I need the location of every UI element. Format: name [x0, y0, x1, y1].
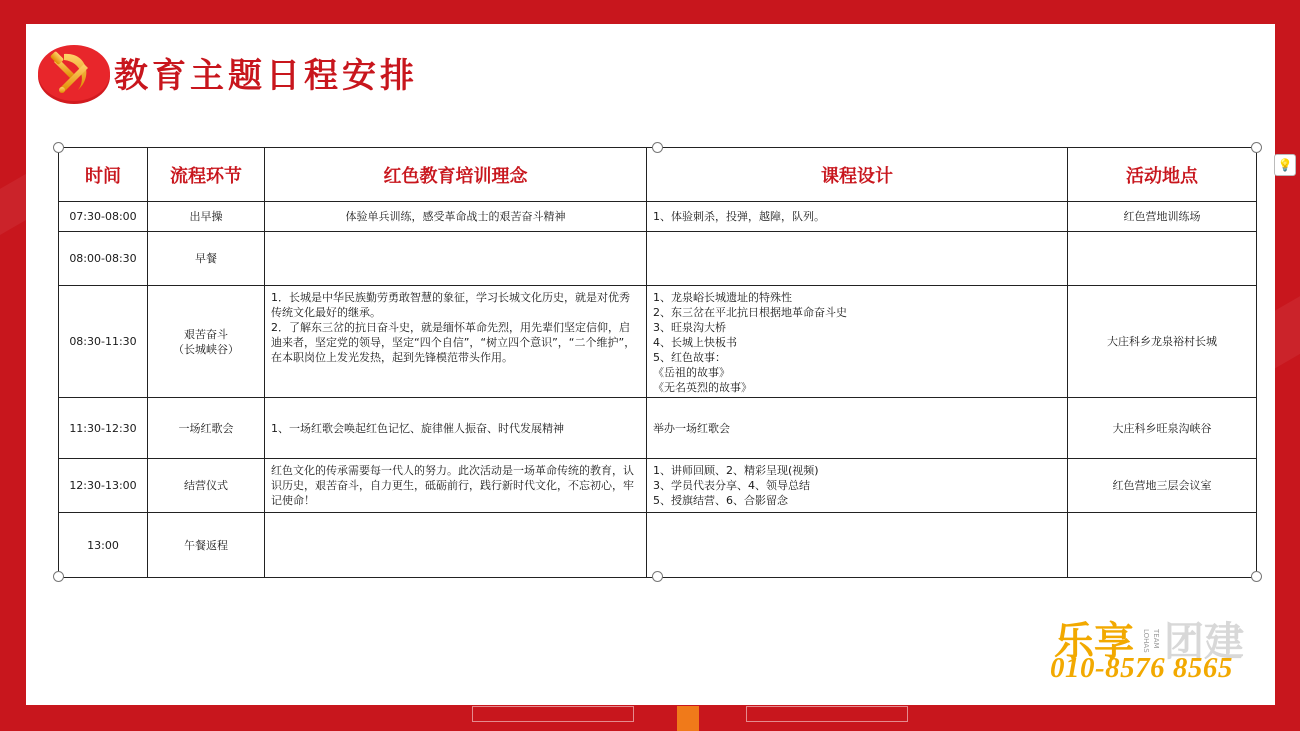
idea-cell: 红色文化的传承需要每一代人的努力。此次活动是一场革命传统的教育，认识历史，艰苦奋斗，自力更生，砥砺前行，践行新时代文化，不忘初心，牢记使命！: [265, 459, 647, 513]
table-row: [59, 202, 1257, 232]
time-cell: 12:30-13:00: [59, 459, 148, 513]
schedule-table: [58, 147, 1257, 578]
logo-cn1: 乐享: [1054, 618, 1134, 665]
time-cell: 08:30-11:30: [59, 286, 148, 398]
logo-cn2: 团建: [1164, 618, 1244, 665]
step-cell: 早餐: [148, 232, 265, 286]
step-cell: 午餐返程: [148, 513, 265, 578]
resize-handle-top-left[interactable]: [53, 142, 64, 153]
header-step: 流程环节: [148, 148, 265, 202]
party-emblem-icon: [34, 40, 114, 110]
course-cell: [647, 232, 1068, 286]
place-cell: 大庄科乡龙泉裕村长城: [1068, 286, 1257, 398]
step-cell: 一场红歌会: [148, 398, 265, 459]
bottom-decoration: [746, 706, 908, 722]
step-cell: 艰苦奋斗 （长城峡谷）: [148, 286, 265, 398]
header-time: 时间: [59, 148, 148, 202]
resize-handle-bottom-middle[interactable]: [652, 571, 663, 582]
place-cell: 红色营地训练场: [1068, 202, 1257, 232]
header-idea: 红色教育培训理念: [265, 148, 647, 202]
header-place: 活动地点: [1068, 148, 1257, 202]
resize-handle-top-right[interactable]: [1251, 142, 1262, 153]
slide-canvas: [26, 24, 1293, 705]
place-cell: [1068, 513, 1257, 578]
time-cell: 07:30-08:00: [59, 202, 148, 232]
logo-en1: LOHAS: [1142, 629, 1150, 653]
idea-cell: 1、一场红歌会唤起红色记忆、旋律催人振奋、时代发展精神: [265, 398, 647, 459]
place-cell: 红色营地三层会议室: [1068, 459, 1257, 513]
course-cell: [647, 513, 1068, 578]
idea-cell: [265, 232, 647, 286]
table-row: [59, 459, 1257, 513]
table-row: [59, 286, 1257, 398]
time-cell: 08:00-08:30: [59, 232, 148, 286]
idea-cell: 体验单兵训练，感受革命战士的艰苦奋斗精神: [265, 202, 647, 232]
idea-cell: 1．长城是中华民族勤劳勇敢智慧的象征，学习长城文化历史，就是对优秀传统文化最好的继承。 2．了解东三岔的抗日奋斗史，就是缅怀革命先烈，用先辈们坚定信仰，启迪来者，坚定党的领导，坚定“四个自信”，“树立四个意识”，“二个维护”，在本职岗位上发光发热，起到先锋模范带头作用。: [265, 286, 647, 398]
step-cell: 结营仪式: [148, 459, 265, 513]
header-course: 课程设计: [647, 148, 1068, 202]
lightbulb-icon[interactable]: 💡: [1274, 154, 1296, 176]
course-cell: 1、讲师回顾、2、精彩呈现(视频) 3、学员代表分享、4、领导总结 5、授旗结营、6、合影留念: [647, 459, 1068, 513]
place-cell: 大庄科乡旺泉沟峡谷: [1068, 398, 1257, 459]
place-cell: [1068, 232, 1257, 286]
table-row: [59, 398, 1257, 459]
time-cell: 11:30-12:30: [59, 398, 148, 459]
bottom-decoration: [472, 706, 634, 722]
table-row: [59, 232, 1257, 286]
table-row: [59, 513, 1257, 578]
course-cell: 举办一场红歌会: [647, 398, 1068, 459]
bottom-orange-tab: [677, 706, 699, 731]
phone-number: 010-8576 8565: [1050, 652, 1233, 684]
time-cell: 13:00: [59, 513, 148, 578]
step-cell: 出早操: [148, 202, 265, 232]
table-header-row: [59, 148, 1257, 202]
resize-handle-top-middle[interactable]: [652, 142, 663, 153]
page-title: 教育主题日程安排: [114, 56, 418, 96]
resize-handle-bottom-right[interactable]: [1251, 571, 1262, 582]
course-cell: 1、龙泉峪长城遗址的特殊性 2、东三岔在平北抗日根据地革命奋斗史 3、旺泉沟大桥 4、长城上快板书 5、红色故事： 《岳祖的故事》 《无名英烈的故事》: [647, 286, 1068, 398]
course-cell: 1、体验刺杀，投弹，越障，队列。: [647, 202, 1068, 232]
logo-en2: TEAM: [1152, 629, 1160, 649]
resize-handle-bottom-left[interactable]: [53, 571, 64, 582]
idea-cell: [265, 513, 647, 578]
